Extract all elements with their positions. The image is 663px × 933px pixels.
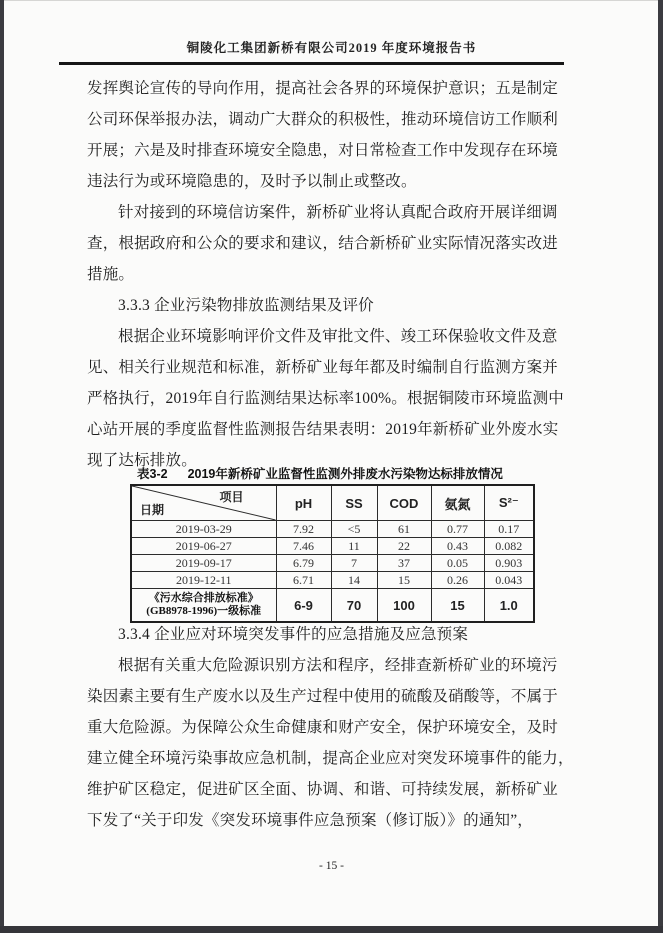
text-line: 发挥舆论宣传的导向作用，提高社会各界的环境保护意识；五是制定 — [87, 80, 559, 97]
value-cell: 0.903 — [484, 555, 534, 572]
value-cell: 0.77 — [431, 521, 484, 538]
value-cell: 7.46 — [276, 538, 331, 555]
date-cell: 2019-03-29 — [131, 521, 276, 538]
date-cell: 2019-06-27 — [131, 538, 276, 555]
standard-label-line1: 《污水综合排放标准》 — [148, 592, 259, 604]
standard-label-line2: (GB8978-1996)一级标准 — [146, 605, 262, 617]
column-header: COD — [377, 485, 431, 521]
value-cell: 0.43 — [431, 538, 484, 555]
text-line: 查，根据政府和公众的要求和建议，结合新桥矿业实际情况落实改进 — [87, 235, 559, 252]
table-row — [131, 555, 534, 572]
table-row — [131, 521, 534, 538]
column-header: SS — [331, 485, 377, 521]
standard-value-cell: 15 — [431, 589, 484, 623]
text-line: 开展；六是及时排查环境安全隐患，对日常检查工作中发现存在环境 — [87, 142, 559, 159]
table-row — [131, 538, 534, 555]
text-line: 3.3.3 企业污染物排放监测结果及评价 — [118, 297, 374, 314]
standard-label-cell — [131, 589, 276, 623]
standard-value-cell: 6-9 — [276, 589, 331, 623]
text-line: 针对接到的环境信访案件，新桥矿业将认真配合政府开展详细调 — [118, 204, 558, 221]
value-cell: 11 — [331, 538, 377, 555]
value-cell: 6.79 — [276, 555, 331, 572]
date-cell: 2019-09-17 — [131, 555, 276, 572]
corner-label-date: 日期 — [140, 503, 165, 517]
text-line: 重大危险源。为保障公众生命健康和财产安全，保护环境安全，及时 — [87, 719, 559, 736]
page-number: - 15 - — [319, 860, 344, 872]
table-caption-label: 表3-2 — [137, 467, 168, 481]
body-text-lower — [87, 619, 587, 836]
column-header: 氨氮 — [431, 485, 484, 521]
text-line: 措施。 — [87, 266, 135, 283]
date-cell: 2019-12-11 — [131, 572, 276, 589]
page-header-title: 铜陵化工集团新桥有限公司2019 年度环境报告书 — [186, 41, 477, 55]
corner-cell — [131, 485, 276, 521]
value-cell: 37 — [377, 555, 431, 572]
text-line: 违法行为或环境隐患的，及时予以制止或整改。 — [87, 173, 417, 190]
value-cell: 0.082 — [484, 538, 534, 555]
text-line: 严格执行，2019年自行监测结果达标率100%。根据铜陵市环境监测中 — [87, 390, 564, 407]
value-cell: 15 — [377, 572, 431, 589]
text-line: 根据企业环境影响评价文件及审批文件、竣工环保验收文件及意 — [118, 328, 558, 345]
value-cell: 0.26 — [431, 572, 484, 589]
value-cell: 0.043 — [484, 572, 534, 589]
header-rule — [59, 62, 564, 65]
value-cell: <5 — [331, 521, 377, 538]
standard-limit-row — [131, 589, 534, 623]
text-line: 染因素主要有生产废水以及生产过程中使用的硫酸及硝酸等，不属于 — [87, 688, 559, 705]
value-cell: 7 — [331, 555, 377, 572]
value-cell: 0.05 — [431, 555, 484, 572]
column-header: pH — [276, 485, 331, 521]
standard-value-cell: 100 — [377, 589, 431, 623]
table-header-row — [131, 485, 534, 521]
text-line: 心站开展的季度监督性监测报告结果表明：2019年新桥矿业外废水实 — [87, 421, 559, 438]
text-line: 建立健全环境污染事故应急机制，提高企业应对突发环境事件的能力， — [87, 750, 574, 767]
column-header: S²⁻ — [484, 485, 534, 521]
text-line: 3.3.4 企业应对环境突发事件的应急措施及应急预案 — [118, 626, 469, 643]
scan-edge-top — [0, 0, 663, 1]
text-line: 现了达标排放。 — [87, 452, 197, 469]
standard-value-cell: 70 — [331, 589, 377, 623]
text-line: 根据有关重大危险源识别方法和程序，经排查新桥矿业的环境污 — [118, 657, 558, 674]
value-cell: 61 — [377, 521, 431, 538]
table-row — [131, 572, 534, 589]
corner-label-item: 项目 — [219, 490, 244, 504]
table-caption-title: 2019年新桥矿业监督性监测外排废水污染物达标排放情况 — [187, 467, 503, 481]
value-cell: 6.71 — [276, 572, 331, 589]
text-line: 公司环保举报办法，调动广大群众的积极性，推动环境信访工作顺利 — [87, 111, 559, 128]
standard-value-cell: 1.0 — [484, 589, 534, 623]
text-line: 见、相关行业规范和标准，新桥矿业每年都及时编制自行监测方案并 — [87, 359, 559, 376]
scan-edge-left — [0, 0, 4, 933]
scan-edge-bottom — [0, 926, 663, 933]
table-caption — [137, 464, 503, 482]
value-cell: 7.92 — [276, 521, 331, 538]
text-line: 下发了“关于印发《突发环境事件应急预案（修订版）》的通知”， — [87, 812, 534, 829]
text-line: 维护矿区稳定，促进矿区全面、协调、和谐、可持续发展，新桥矿业 — [87, 781, 559, 798]
value-cell: 0.17 — [484, 521, 534, 538]
value-cell: 14 — [331, 572, 377, 589]
scan-edge-right — [658, 0, 663, 933]
value-cell: 22 — [377, 538, 431, 555]
monitoring-table — [130, 484, 535, 623]
body-text-upper — [87, 73, 587, 476]
